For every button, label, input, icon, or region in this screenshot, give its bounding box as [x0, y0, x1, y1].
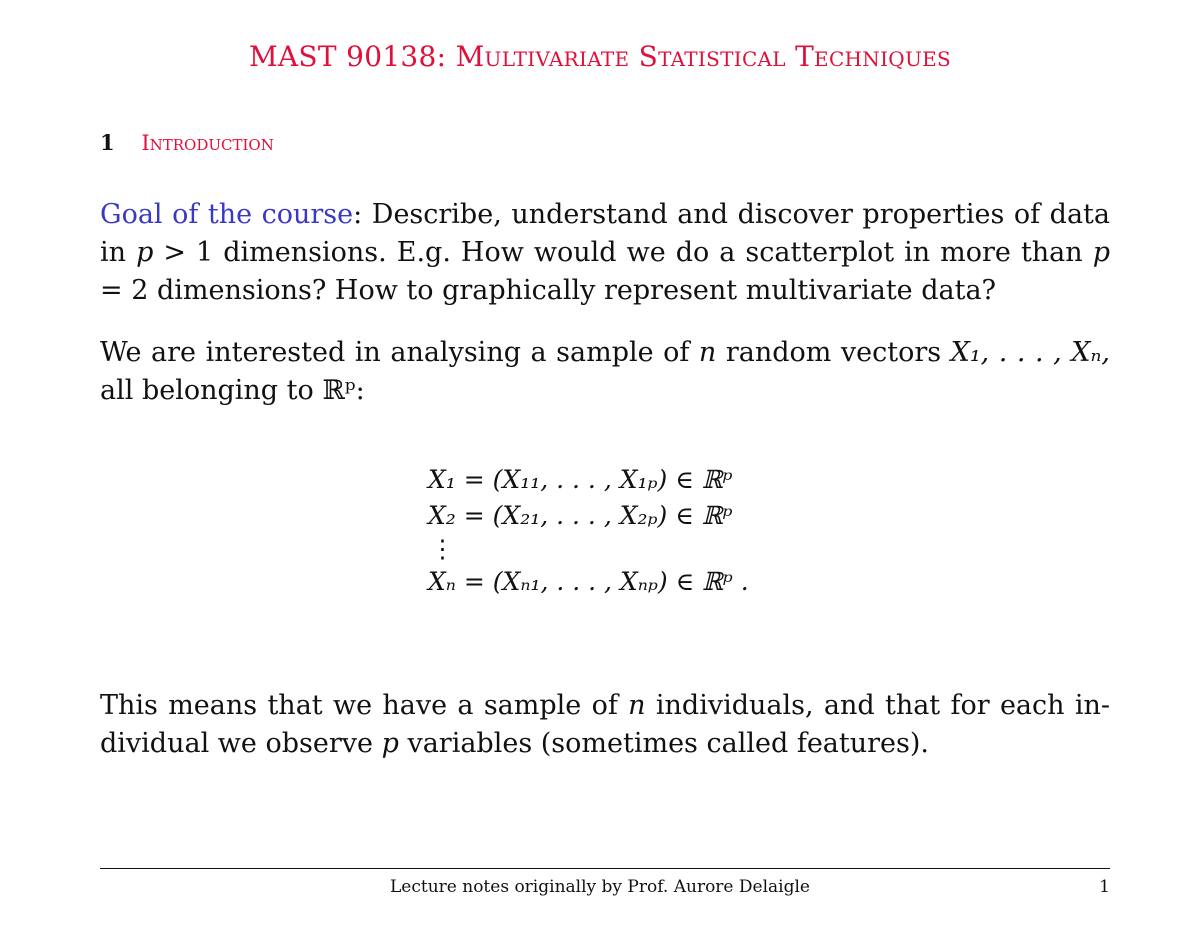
- goal-p2-symbol: p: [1092, 237, 1110, 268]
- equation-row: X₁ = (X₁₁, . . . , X₁ₚ) ∈ ℝᵖ: [428, 465, 733, 494]
- equation-row: X₂ = (X₂₁, . . . , X₂ₚ) ∈ ℝᵖ: [428, 501, 733, 530]
- para2-vectors: X₁, . . . , Xₙ,: [950, 337, 1110, 368]
- para2-n-symbol: n: [698, 337, 717, 368]
- sample-paragraph: [100, 334, 1110, 410]
- section-number: 1: [100, 130, 115, 155]
- para2-text-b: random vectors: [716, 337, 951, 368]
- para4-n-symbol: n: [628, 690, 646, 721]
- section-heading: [100, 130, 274, 155]
- meaning-paragraph: [100, 687, 1110, 763]
- para4-text-b: individuals, and that for each in-dividual we observe: [100, 690, 1110, 759]
- goal-label: Goal of the course: [100, 199, 354, 230]
- goal-paragraph: [100, 196, 1110, 310]
- goal-text-a: : Describe, understand and discover properties of data in: [100, 199, 1110, 268]
- goal-text-b: > 1 dimensions. E.g. How would we do a scatterplot in more than: [153, 237, 1093, 268]
- footer-credit: Lecture notes originally by Prof. Aurore Delaigle: [390, 877, 810, 897]
- para4-text-c: variables (sometimes called features).: [398, 728, 929, 759]
- page-number: 1: [1099, 877, 1110, 897]
- vertical-ellipsis: ⋮: [430, 534, 455, 563]
- page-title: MAST 90138: Multivariate Statistical Techniques: [248, 40, 952, 73]
- goal-text-c: = 2 dimensions? How to graphically represent multivariate data?: [100, 275, 997, 306]
- footer-divider: [100, 868, 1110, 869]
- para2-text-a: We are interested in analysing a sample of: [100, 337, 699, 368]
- para4-text-a: This means that we have a sample of: [100, 690, 629, 721]
- equation-row: Xₙ = (Xₙ₁, . . . , Xₙₚ) ∈ ℝᵖ .: [428, 567, 749, 596]
- goal-p-symbol: p: [136, 237, 154, 268]
- section-title: Introduction: [141, 131, 274, 155]
- equation-block: [428, 462, 749, 600]
- para2-text-c: all belonging to: [100, 375, 323, 406]
- para4-p-symbol: p: [381, 728, 399, 759]
- para2-rp: ℝᵖ:: [322, 375, 365, 406]
